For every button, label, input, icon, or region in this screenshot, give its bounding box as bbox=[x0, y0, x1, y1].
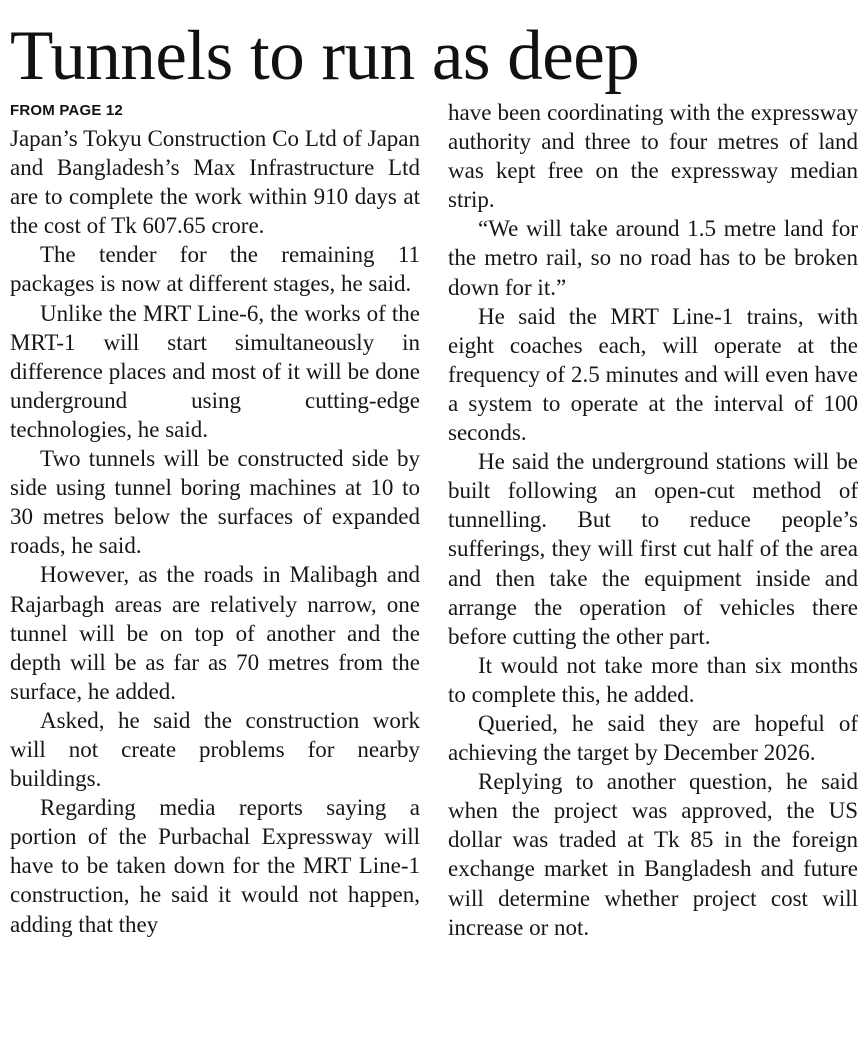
headline: Tunnels to run as deep bbox=[10, 17, 640, 95]
paragraph: However, as the roads in Malibagh and Rajarbagh areas are relatively narrow, one tunnel will be on top of another and the depth will be as far as 70 metres from the surface, he added. bbox=[10, 562, 420, 704]
paragraph: Replying to another question, he said when the project was approved, the US dollar was traded at Tk 85 in the foreign exchange market in Bangladesh and future will determine whether project cost will increase or not. bbox=[448, 769, 858, 940]
article-column-left bbox=[10, 98, 420, 939]
paragraph: He said the underground stations will be built following an open-cut method of tunnelling. But to reduce people’s sufferings, they will first cut half of the area and then take the equipment inside and arrange the operation of vehicles there before cutting the other part. bbox=[448, 449, 858, 649]
paragraph: “We will take around 1.5 metre land for the metro rail, so no road has to be broken down for it.” bbox=[448, 216, 858, 300]
paragraph: Unlike the MRT Line-6, the works of the MRT-1 will start simultaneously in difference places and most of it will be done underground using cutting-edge technologies, he said. bbox=[10, 300, 420, 442]
paragraph: Japan’s Tokyu Construction Co Ltd of Japan and Bangladesh’s Max Infrastructure Ltd are to complete the work within 910 days at the cost of Tk 607.65 crore. bbox=[10, 126, 420, 239]
paragraph-continued: have been coordinating with the expressway authority and three to four metres of land was kept free on the expressway median strip. bbox=[448, 100, 858, 213]
paragraph: He said the MRT Line-1 trains, with eight coaches each, will operate at the frequency of 2.5 minutes and will even have a system to operate at the interval of 100 seconds. bbox=[448, 303, 858, 446]
article-column-right bbox=[448, 98, 858, 942]
paragraph: Asked, he said the construction work will not create problems for nearby buildings. bbox=[10, 707, 420, 792]
continuation-kicker: FROM PAGE 12 bbox=[10, 102, 123, 119]
paragraph: Regarding media reports saying a portion of the Purbachal Expressway will have to be taken down for the MRT Line-1 construction, he said it would not happen, adding that they bbox=[10, 795, 420, 937]
paragraph: It would not take more than six months to complete this, he added. bbox=[448, 652, 858, 707]
paragraph: Two tunnels will be constructed side by side using tunnel boring machines at 10 to 30 metres below the surfaces of expanded roads, he said. bbox=[10, 446, 420, 559]
paragraph: The tender for the remaining 11 packages is now at different stages, he said. bbox=[10, 242, 420, 297]
paragraph: Queried, he said they are hopeful of achieving the target by December 2026. bbox=[448, 710, 858, 766]
